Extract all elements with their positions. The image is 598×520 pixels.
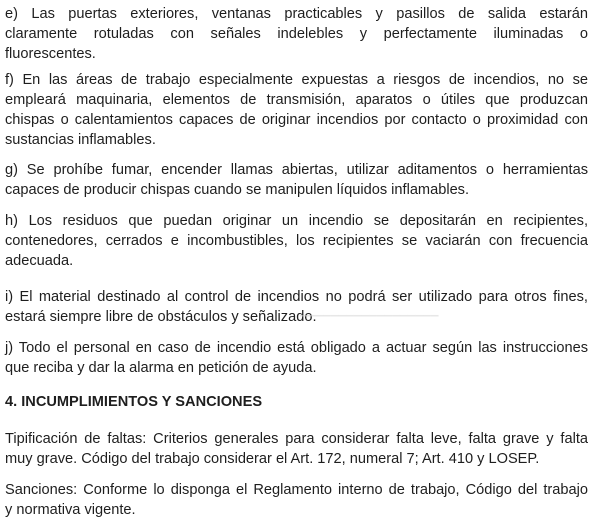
paragraph-e-line-2: claramente rotuladas con señales indelebles y perfectamente iluminadas o — [5, 26, 588, 42]
paragraph-tipificacion-line-2: muy grave. Código del trabajo considerar el Art. 172, numeral 7; Art. 410 y LOSEP. — [5, 451, 540, 467]
paragraph-e-line-1: e) Las puertas exteriores, ventanas practicables y pasillos de salida estarán — [5, 6, 588, 22]
paragraph-j-line-2: que reciba y dar la alarma en petición de ayuda. — [5, 360, 317, 376]
paragraph-f-line-1: f) En las áreas de trabajo especialmente expuestas a riesgos de incendios, no se — [5, 72, 588, 88]
paragraph-tipificacion — [5, 429, 588, 469]
paragraph-g-line-2: capaces de producir chispas cuando se manipulen líquidos inflamables. — [5, 182, 470, 198]
paragraph-h-line-2: contenedores, cerrados e incombustibles, los recipientes se vaciarán con frecuencia — [5, 233, 588, 249]
paragraph-f-line-4: sustancias inflamables. — [5, 132, 156, 148]
paragraph-i-line-1: i) El material destinado al control de incendios no podrá ser utilizado para otros fines, — [5, 289, 588, 305]
paragraph-h-line-3: adecuada. — [5, 253, 74, 269]
paragraph-f-line-3: chispas o calentamientos capaces de originar incendios por contacto o proximidad con — [5, 112, 588, 128]
paragraph-i — [5, 287, 588, 327]
bleed-through-mark: ▁▁▁▁▁▁▁▁▁▁▁▁▁▁▁▁▁▁ — [300, 306, 439, 317]
paragraph-sanciones — [5, 480, 588, 520]
paragraph-e — [5, 4, 588, 64]
paragraph-sanciones-line-2: y normativa vigente. — [5, 502, 136, 518]
paragraph-j-line-1: j) Todo el personal en caso de incendio está obligado a actuar según las instrucciones — [5, 340, 588, 356]
paragraph-tipificacion-line-1: Tipificación de faltas: Criterios generales para considerar falta leve, falta grave y falta — [5, 431, 588, 447]
paragraph-sanciones-line-1: Sanciones: Conforme lo disponga el Reglamento interno de trabajo, Código del trabajo — [5, 482, 588, 498]
paragraph-e-line-3: fluorescentes. — [5, 46, 96, 62]
section-heading: 4. INCUMPLIMIENTOS Y SANCIONES — [5, 394, 263, 410]
paragraph-f-line-2: empleará maquinaria, elementos de transmisión, aparatos o útiles que produzcan — [5, 92, 588, 108]
paragraph-j — [5, 338, 588, 378]
paragraph-i-line-2: estará siempre libre de obstáculos y señalizado. — [5, 309, 317, 325]
paragraph-f — [5, 70, 588, 150]
paragraph-g-line-1: g) Se prohíbe fumar, encender llamas abiertas, utilizar aditamentos o herramientas — [5, 162, 588, 178]
paragraph-h — [5, 211, 588, 271]
paragraph-g — [5, 160, 588, 200]
paragraph-h-line-1: h) Los residuos que puedan originar un incendio se depositarán en recipientes, — [5, 213, 588, 229]
